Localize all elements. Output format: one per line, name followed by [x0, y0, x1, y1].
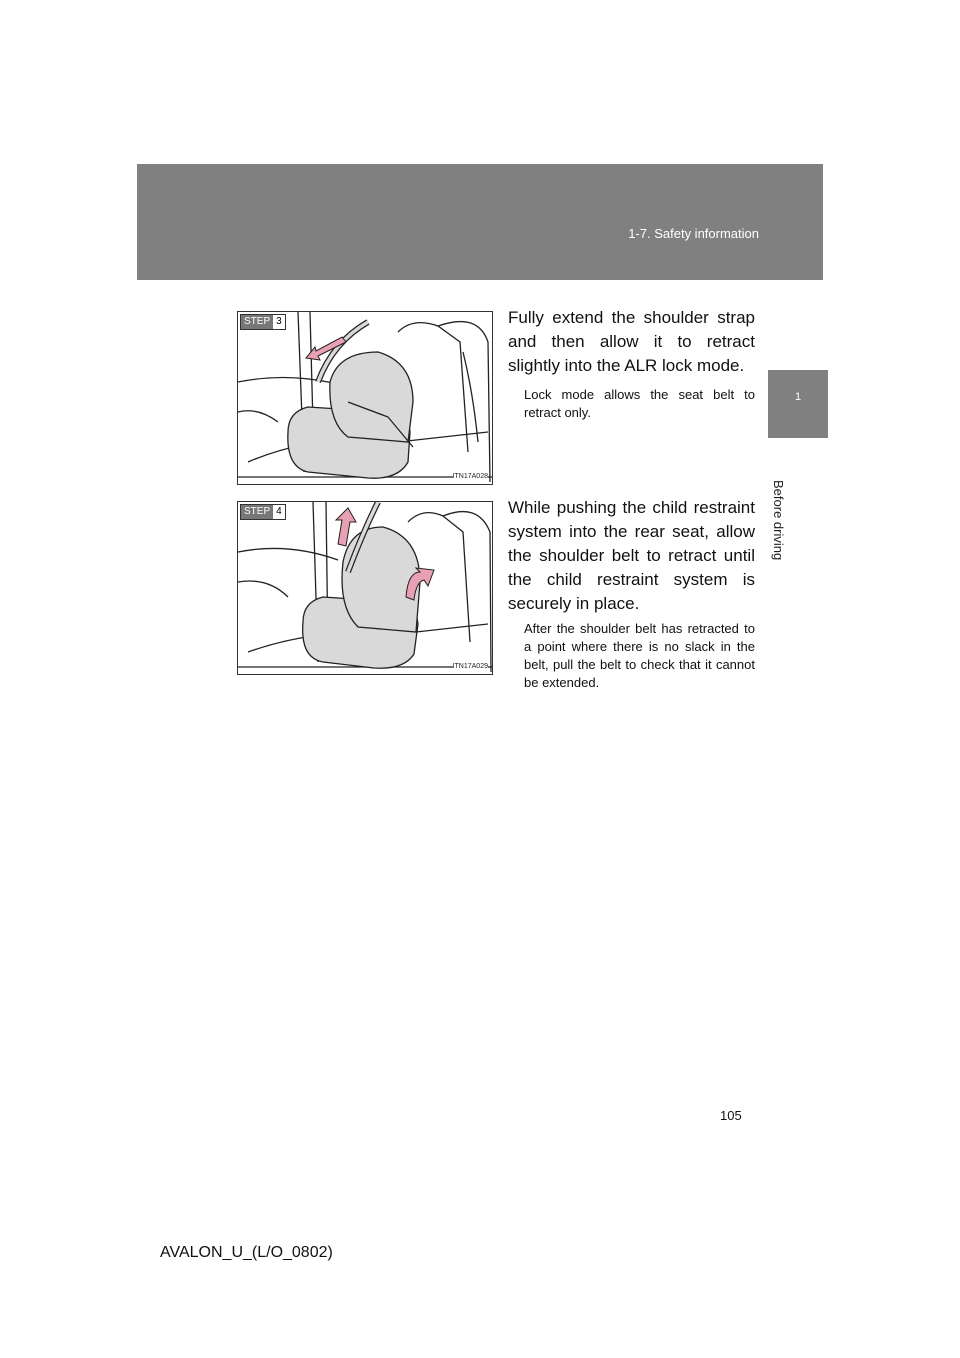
section-title: 1-7. Safety information	[628, 226, 759, 241]
step-word: STEP	[241, 315, 273, 329]
chapter-label	[764, 480, 788, 600]
step-number: 3	[276, 316, 282, 327]
chapter-tab[interactable]	[768, 370, 828, 438]
step-3-instruction: Fully extend the shoulder strap and then allow it to retract slightly into the ALR lock mode.	[508, 308, 755, 375]
step-4-illustration	[237, 501, 493, 675]
chapter-number: 1	[794, 391, 802, 403]
figure-code: ITN17A029	[452, 663, 488, 670]
step-3-note: Lock mode allows the seat belt to retract only.	[524, 387, 755, 420]
page-number: 105	[720, 1108, 742, 1123]
step-badge	[240, 504, 286, 520]
chapter-label-text: Before driving	[771, 480, 786, 561]
step-4-instruction: While pushing the child restraint system into the rear seat, allow the shoulder belt to retract until the child restraint system is securely in place.	[508, 498, 755, 613]
step-number: 4	[276, 506, 282, 517]
document-code: AVALON_U_(L/O_0802)	[160, 1244, 333, 1261]
step-3-illustration	[237, 311, 493, 485]
figure-code: ITN17A028	[452, 473, 488, 480]
step-badge	[240, 314, 286, 330]
header-band	[137, 164, 823, 280]
child-seat-drawing	[238, 502, 492, 674]
step-4-note: After the shoulder belt has retracted to a point where there is no slack in the belt, pull the belt to check that it cannot be extended.	[524, 621, 755, 690]
step-word: STEP	[241, 505, 273, 519]
child-seat-drawing	[238, 312, 492, 484]
